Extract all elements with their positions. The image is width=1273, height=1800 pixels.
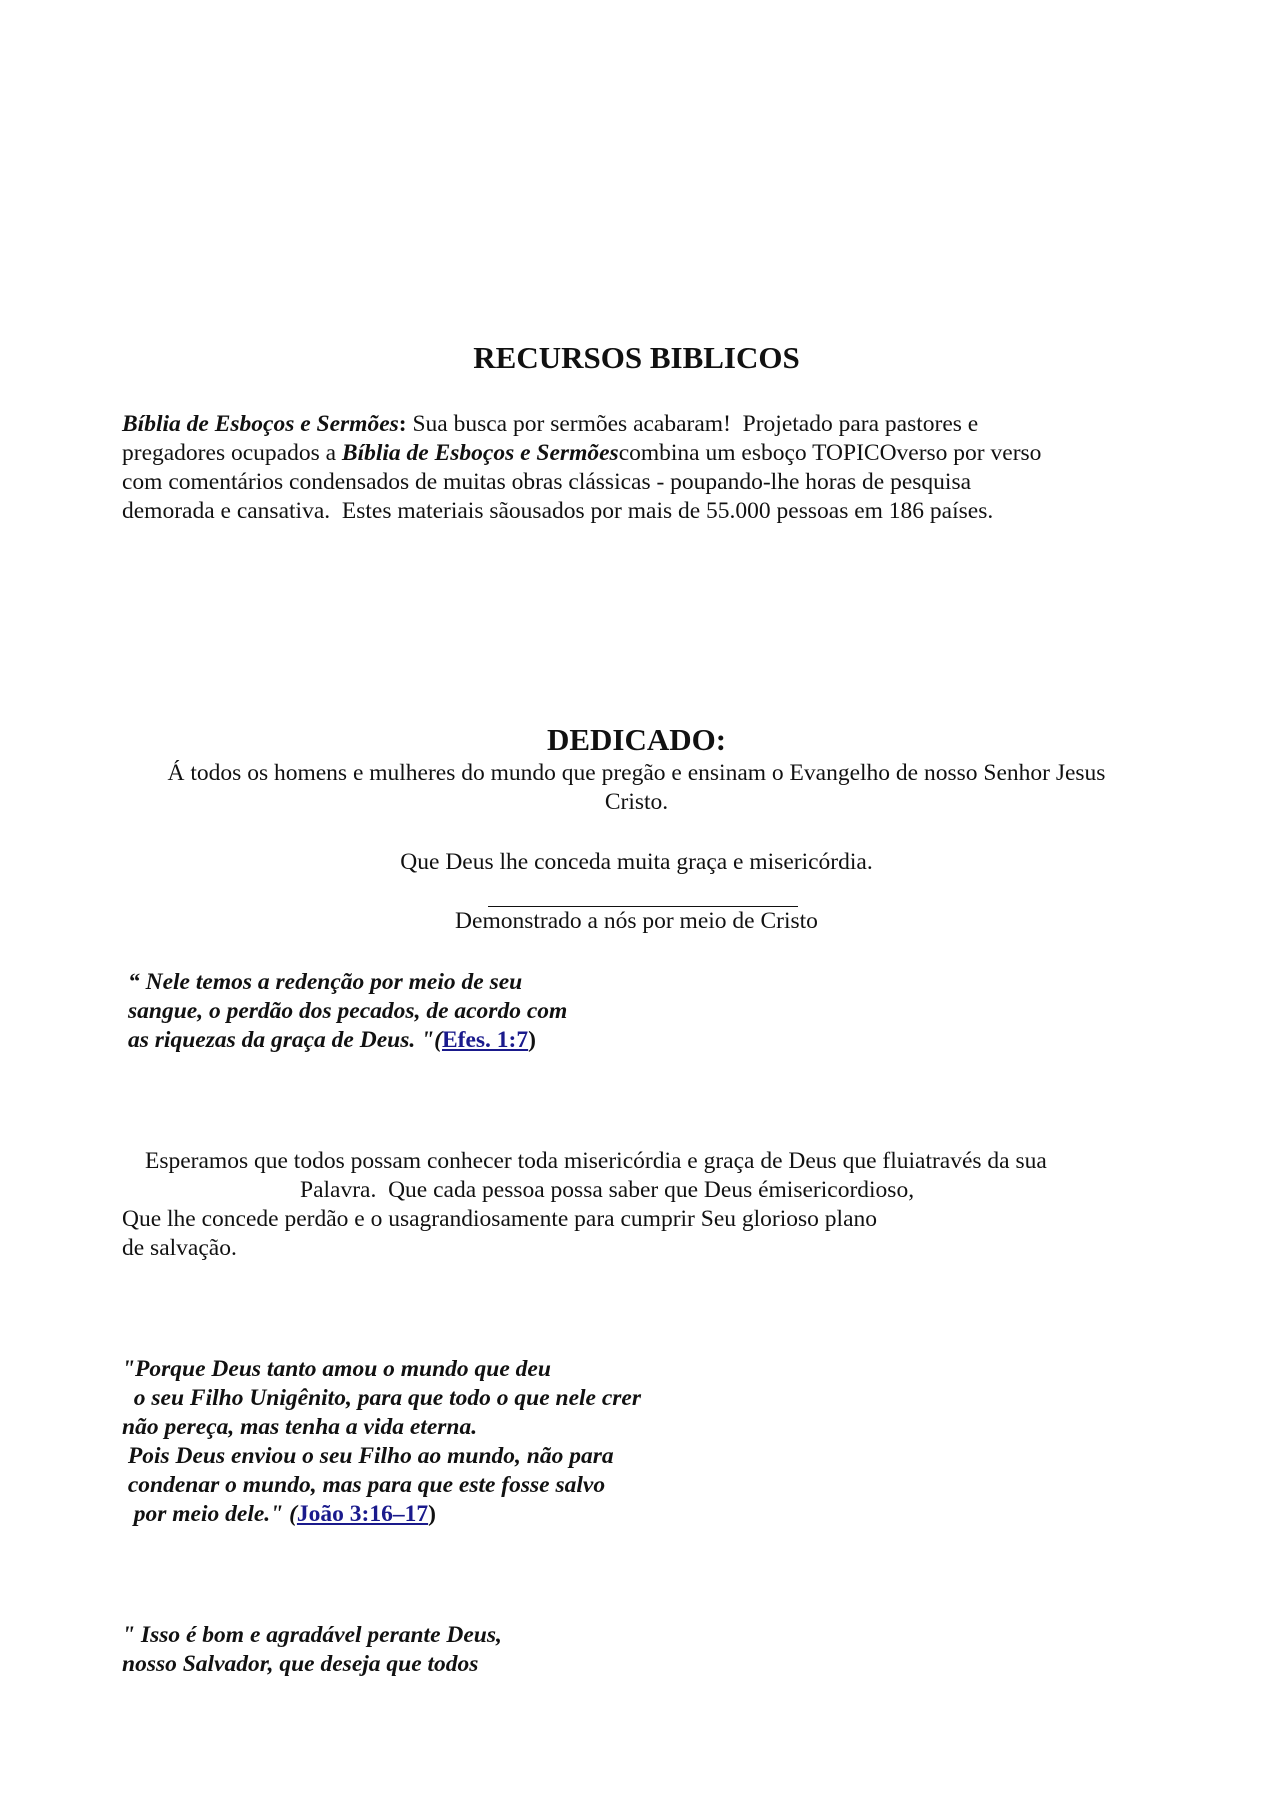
intro-line-2: pregadores ocupados a Bíblia de Esboços e Sermõescombina um esboço TOPICOverso por verso: [122, 440, 1042, 466]
quote3-line-2: nosso Salvador, que deseja que todos: [122, 1651, 479, 1677]
ephesians-reference-link[interactable]: Efes. 1:7: [441, 1027, 529, 1053]
quote2-line-5: condenar o mundo, mas para que este fosse salvo: [122, 1472, 606, 1498]
quote2-line-1: "Porque Deus tanto amou o mundo que deu: [122, 1356, 551, 1382]
dedication-line-2: Cristo.: [604, 789, 669, 815]
hope-line-4: de salvação.: [122, 1235, 237, 1261]
quote3-line-1: " Isso é bom e agradável perante Deus,: [122, 1622, 502, 1648]
hope-line-3: Que lhe concede perdão e o usagrandiosamente para cumprir Seu glorioso plano: [122, 1206, 877, 1232]
dedication-line-1: Á todos os homens e mulheres do mundo que pregão e ensinam o Evangelho de nosso Senhor Jesus: [167, 760, 1106, 786]
quote1-line-3: as riquezas da graça de Deus. "(Efes. 1:7): [128, 1027, 536, 1053]
intro-line-1: Bíblia de Esboços e Sermões: Sua busca por sermões acabaram! Projetado para pastores e: [122, 411, 979, 437]
quote2-line-2: o seu Filho Unigênito, para que todo o que nele crer: [122, 1385, 641, 1411]
dedication-heading: DEDICADO:: [546, 722, 727, 757]
intro-line-4: demorada e cansativa. Estes materiais sãousados por mais de 55.000 pessoas em 186 países.: [122, 498, 994, 524]
john-reference-link[interactable]: João 3:16–17: [296, 1501, 429, 1527]
shown-line: Demonstrado a nós por meio de Cristo: [455, 908, 818, 934]
intro-line-3: com comentários condensados de muitas obras clássicas - poupando-lhe horas de pesquisa: [122, 469, 972, 495]
hope-line-2: Palavra. Que cada pessoa possa saber que Deus émisericordioso,: [300, 1177, 915, 1203]
quote1-line-1: “ Nele temos a redenção por meio de seu: [128, 969, 523, 995]
quote2-line-3: não pereça, mas tenha a vida eterna.: [122, 1414, 478, 1440]
book-title: Bíblia de Esboços e Sermões: [122, 411, 399, 437]
book-title: Bíblia de Esboços e Sermões: [341, 440, 619, 466]
quote1-line-2: sangue, o perdão dos pecados, de acordo com: [128, 998, 568, 1024]
hope-line-1: Esperamos que todos possam conhecer toda misericórdia e graça de Deus que fluiatravés da sua: [145, 1148, 1047, 1174]
page-title: RECURSOS BIBLICOS: [473, 340, 800, 375]
quote2-line-6: por meio dele." (João 3:16–17): [122, 1501, 436, 1527]
quote2-line-4: Pois Deus enviou o seu Filho ao mundo, não para: [122, 1443, 614, 1469]
grace-line: Que Deus lhe conceda muita graça e misericórdia.: [400, 849, 873, 875]
